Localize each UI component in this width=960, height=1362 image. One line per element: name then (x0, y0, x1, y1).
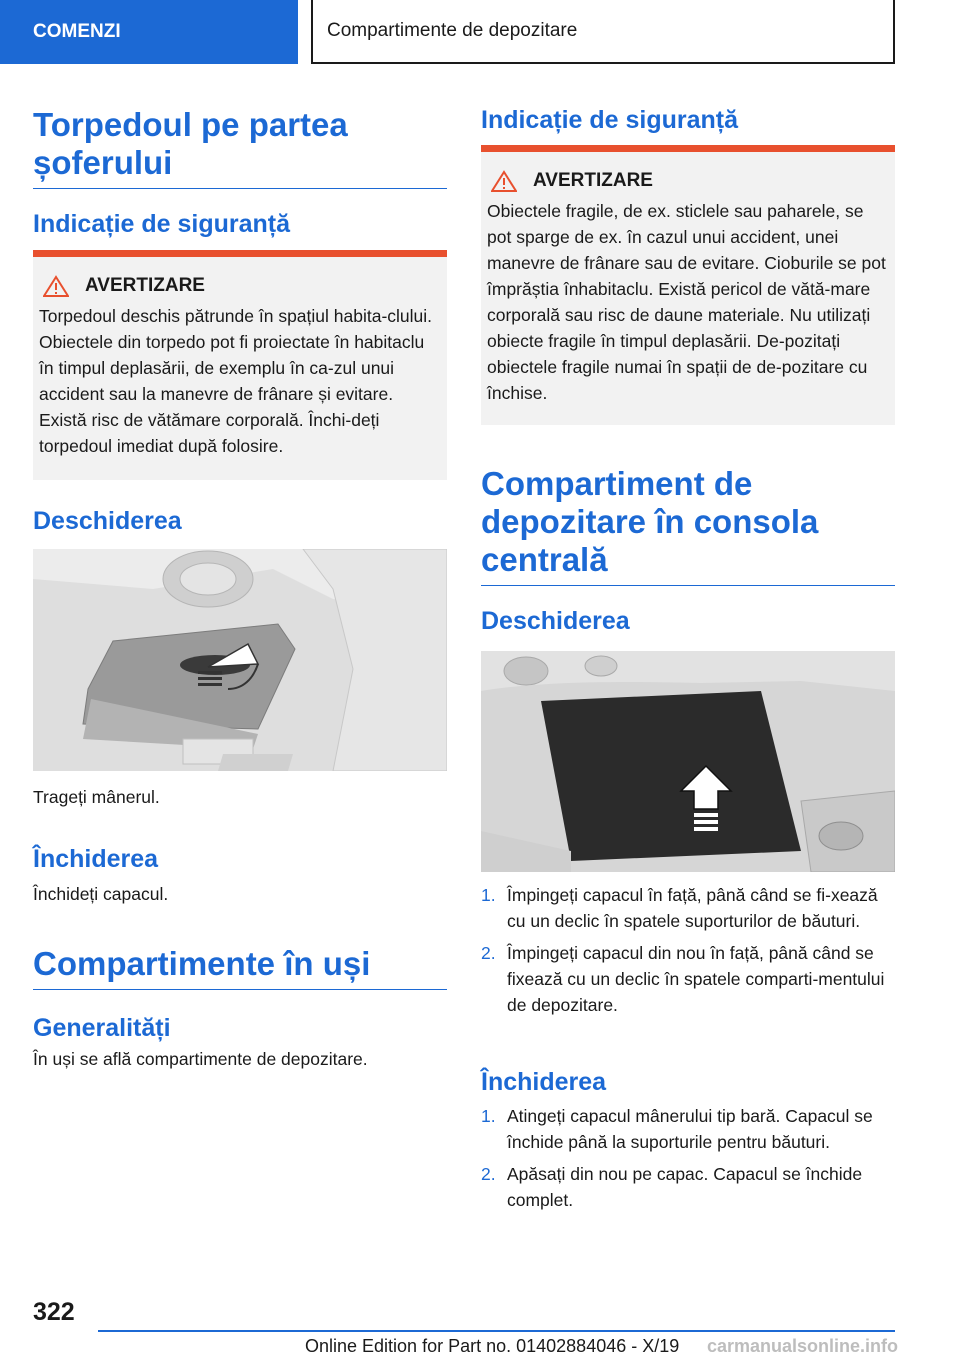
heading-door-compartments: Compartimente în uși (33, 945, 447, 990)
console-compartment-illustration (481, 651, 895, 872)
step-number: 1. (481, 1106, 496, 1126)
warning-triangle-icon (43, 275, 69, 297)
glovebox-handle-illustration (33, 549, 447, 771)
section-label: COMENZI (33, 21, 121, 42)
step-text: Atingeți capacul mânerului tip bară. Capacul se închide până la suporturile pentru băuturi. (507, 1106, 873, 1152)
closing-instruction: Închideți capacul. (33, 884, 169, 904)
warning-text: Torpedoul deschis pătrunde în spațiul habita-clului. Obiectele din torpedo pot fi proiectate în habitaclu în timpul deplasării, de exemplu în ca-zul unui accident sau la manevre de frânare și evitare. Există risc de vătămare corporală. Închi-deți torpedoul imediat după folosire. (39, 306, 433, 456)
heading-general: Generalități (33, 1014, 171, 1042)
edition-text: Online Edition for Part no. 01402884046 - X/19 (305, 1336, 680, 1356)
glovebox-illustration-svg (33, 549, 447, 771)
step-number: 1. (481, 885, 496, 905)
heading-opening-right: Deschiderea (481, 607, 630, 635)
step-number: 2. (481, 943, 496, 963)
list-item (481, 940, 895, 1018)
opening-steps (481, 882, 895, 1024)
warning-text-right: Obiectele fragile, de ex. sticlele sau paharele, se pot sparge de ex. în cazul unui accident, unei manevre de frânare sau de evitare. Cioburile se pot împrăștia înhabitaclu. Există pericol de vătă-mare corporală sau risc de daune materiale. Nu utilizați obiecte fragile în timpul deplasării. De-pozitați obiectele fragile numai în spații de de-pozitare cu închise. (487, 201, 886, 403)
warning-header (39, 275, 441, 297)
warning-label: AVERTIZARE (85, 275, 205, 296)
list-item (481, 1161, 895, 1213)
chapter-title-text: Compartimente de depozitare (327, 20, 578, 41)
watermark: carmanualsonline.info (707, 1336, 899, 1356)
warning-box (33, 250, 447, 480)
heading-safety-note: Indicație de siguranță (33, 210, 291, 238)
step-text: Împingeți capacul din nou în față, până când se fixează cu un declic în spatele comparti-mentului de depozitare. (507, 943, 885, 1015)
warning-header-right (487, 170, 889, 192)
heading-closing: Închiderea (33, 845, 159, 873)
step-number: 2. (481, 1164, 496, 1184)
page-number: 322 (33, 1298, 75, 1326)
heading-opening: Deschiderea (33, 507, 182, 535)
section-tab (0, 0, 298, 64)
closing-steps (481, 1103, 895, 1219)
warning-triangle-icon (491, 170, 517, 192)
footer-divider (98, 1330, 895, 1332)
warning-label-right: AVERTIZARE (533, 170, 653, 191)
console-illustration-svg (481, 651, 895, 872)
heading-center-console: Compartiment de depozitare în consola centrală (481, 465, 895, 586)
heading-driver-glovebox: Torpedoul pe partea șoferului (33, 106, 447, 189)
chapter-title (311, 0, 895, 64)
general-text: În uși se află compartimente de depozitare. (33, 1049, 368, 1069)
heading-safety-note-right: Indicație de siguranță (481, 106, 739, 134)
list-item (481, 1103, 895, 1155)
warning-box-right (481, 145, 895, 425)
step-text: Apăsați din nou pe capac. Capacul se închide complet. (507, 1164, 863, 1210)
opening-instruction: Trageți mânerul. (33, 787, 160, 807)
list-item (481, 882, 895, 934)
heading-closing-right: Închiderea (481, 1068, 607, 1096)
step-text: Împingeți capacul în față, până când se fi-xează cu un declic în spatele suporturilor de băuturi. (507, 885, 878, 931)
